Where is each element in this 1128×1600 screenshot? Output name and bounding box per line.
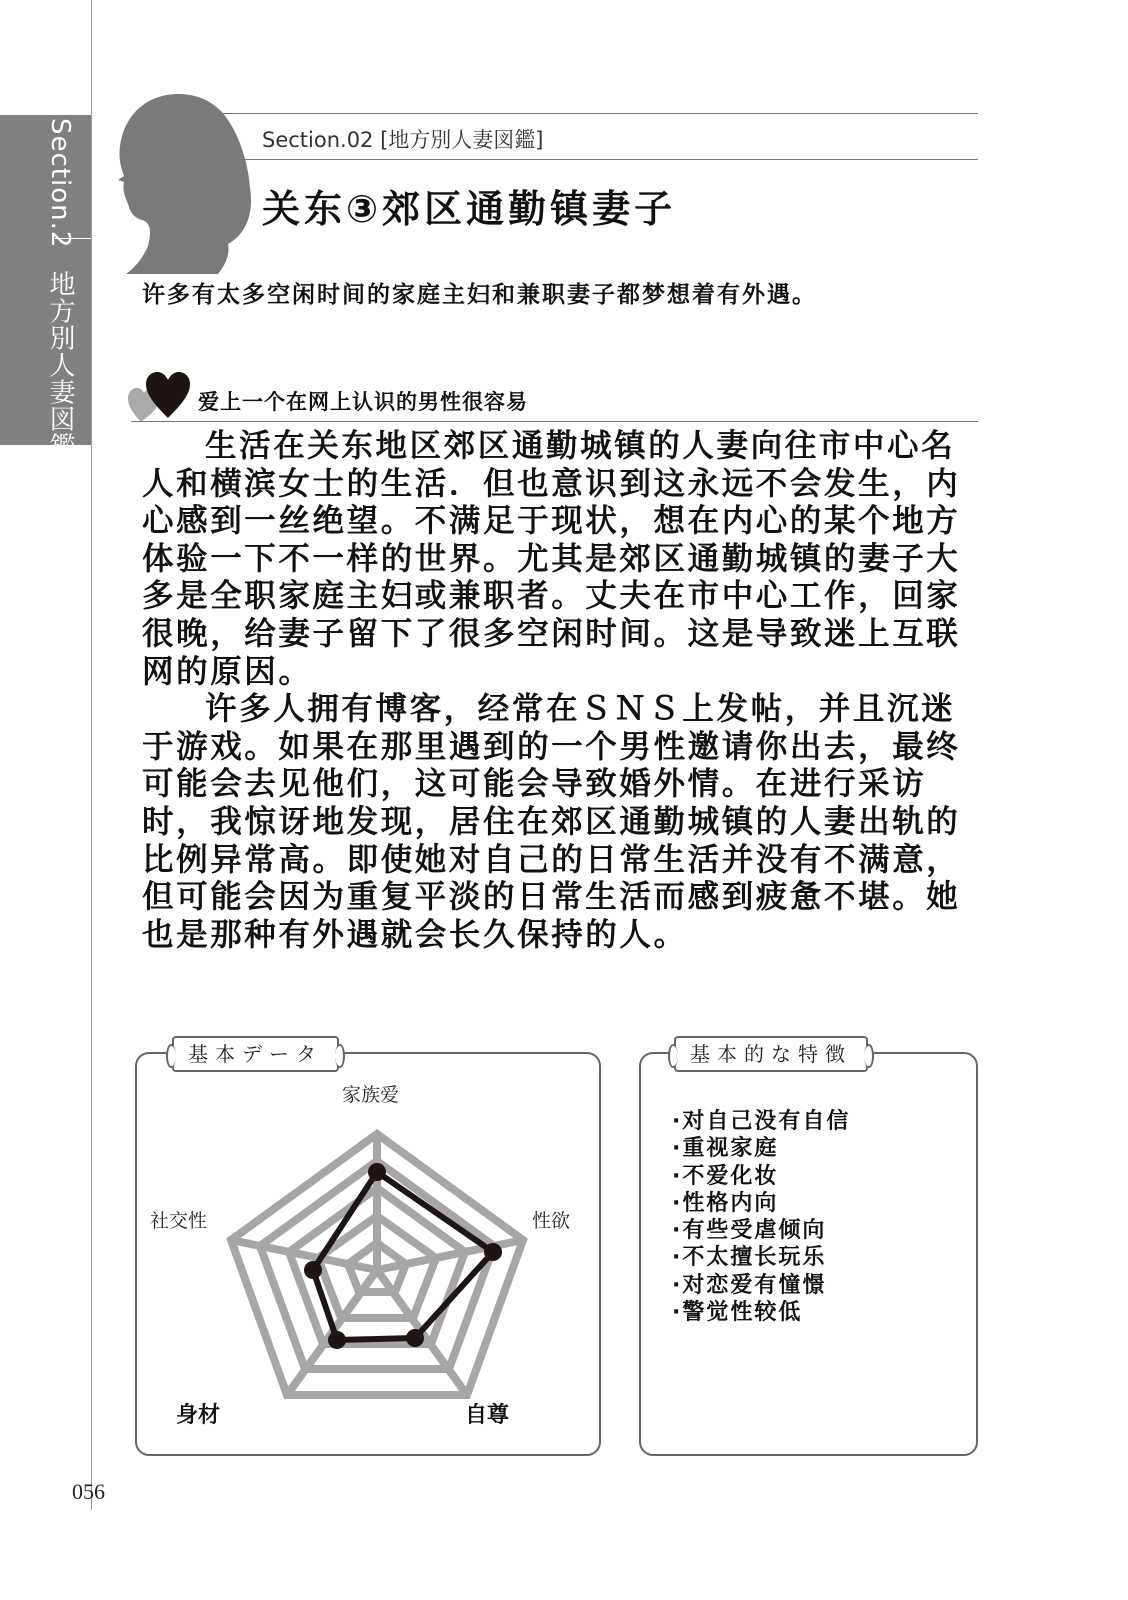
feature-item: · 有些受虐倾向 bbox=[672, 1217, 850, 1244]
body-paragraph: 生活在关东地区郊区通勤城镇的人妻向往市中心名人和横滨女士的生活．但也意识到这永远不会发生，内心感到一丝绝望。不满足于现状，想在内心的某个地方体验一下不一样的世界。尤其是郊区通勤城镇的妻子大多是全职家庭主妇或兼职者。丈夫在市中心工作，回家很晚，给妻子留下了很多空闲时间。这是导致迷上互联网的原因。 bbox=[142, 428, 961, 690]
feature-item: · 不太擅长玩乐 bbox=[672, 1244, 850, 1271]
feature-item: · 对恋爱有憧憬 bbox=[672, 1272, 850, 1299]
page-number: 056 bbox=[72, 1479, 105, 1504]
feature-item: · 重视家庭 bbox=[672, 1135, 850, 1162]
feature-item: · 对自己没有自信 bbox=[672, 1108, 850, 1135]
article-body bbox=[142, 428, 972, 954]
axis-label-figure: 身材 bbox=[176, 1403, 221, 1428]
side-tab-text bbox=[30, 118, 90, 459]
header-top-rule bbox=[222, 113, 978, 114]
side-tab-section: Section.2 bbox=[45, 118, 75, 249]
subheading-rule bbox=[131, 421, 978, 422]
lead-text: 许多有太多空闲时间的家庭主妇和兼职妻子都梦想着有外遇。 bbox=[142, 282, 817, 308]
basic-data-tab: 基本データ bbox=[172, 1036, 339, 1072]
section-subheading: 爱上一个在网上认识的男性很容易 bbox=[198, 390, 528, 414]
page-title: 关东③郊区通勤镇妻子 bbox=[262, 187, 677, 231]
feature-item: · 性格内向 bbox=[672, 1190, 850, 1217]
axis-label-libido: 性欲 bbox=[532, 1210, 571, 1232]
axis-label-family-love: 家族爱 bbox=[342, 1084, 400, 1106]
hearts-icon bbox=[128, 372, 192, 424]
features-list bbox=[672, 1108, 850, 1326]
section-label: Section.02 [地方別人妻図鑑] bbox=[262, 128, 544, 152]
axis-label-sociability: 社交性 bbox=[150, 1210, 208, 1232]
woman-silhouette-icon bbox=[108, 88, 253, 274]
axis-label-self-esteem: 自尊 bbox=[465, 1403, 510, 1428]
side-tab-category: 地方別人妻図鑑 bbox=[45, 270, 75, 460]
margin-rule bbox=[91, 0, 92, 1510]
header-bottom-rule bbox=[232, 159, 978, 160]
body-paragraph: 许多人拥有博客，经常在ＳＮＳ上发帖，并且沉迷于游戏。如果在那里遇到的一个男性邀请你出去，最终可能会去见他们，这可能会导致婚外情。在进行采访时，我惊讶地发现，居住在郊区通勤城镇的人妻出轨的比例异常高。即使她对自己的日常生活并没有不满意，但可能会因为重复平淡的日常生活而感到疲惫不堪。她也是那种有外遇就会长久保持的人。 bbox=[142, 691, 961, 953]
feature-item: · 警觉性较低 bbox=[672, 1299, 850, 1326]
features-tab: 基本的な特徴 bbox=[674, 1036, 868, 1072]
radar-chart bbox=[135, 1052, 601, 1456]
feature-item: · 不爱化妆 bbox=[672, 1163, 850, 1190]
